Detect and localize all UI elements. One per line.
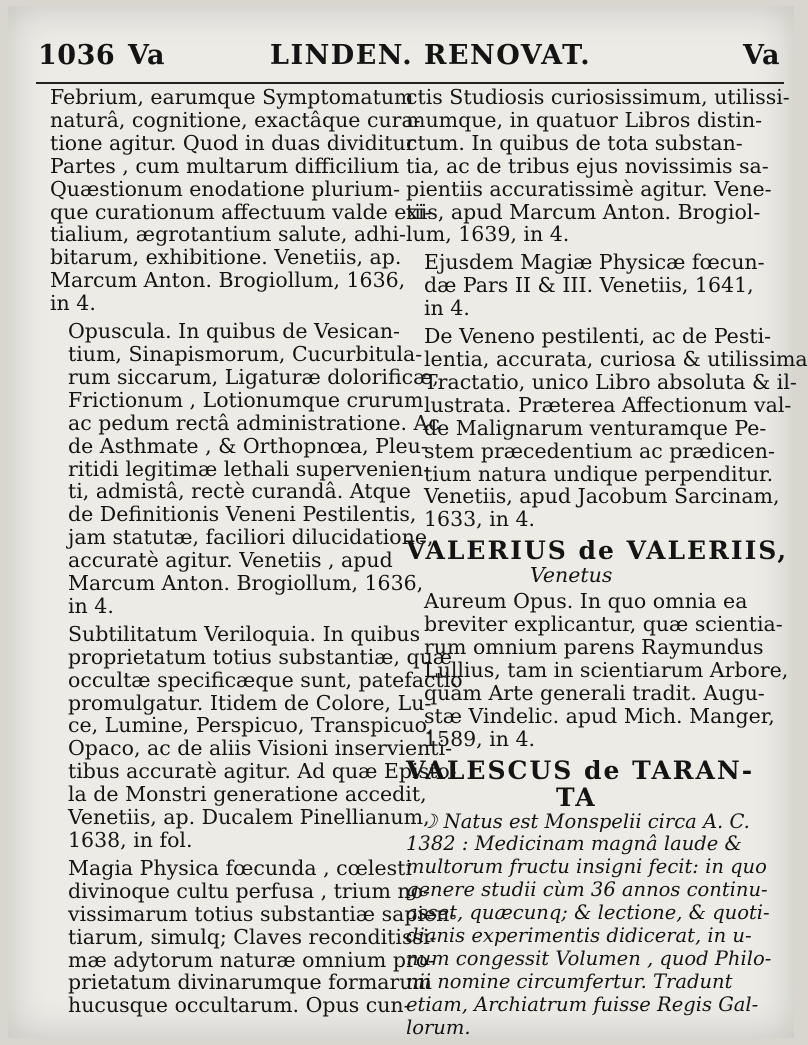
text-line: promulgatur. Itidem de Colore, Lu- xyxy=(68,690,432,715)
author-heading-line-1: VALESCUS de TARAN- xyxy=(406,755,755,785)
text-line: vissimarum totius substantiæ sapien- xyxy=(68,901,457,926)
bibliography-entry xyxy=(50,855,457,1018)
text-line: bitarum, exhibitione. Venetiis, ap. xyxy=(50,245,402,270)
bibliography-entry xyxy=(406,251,778,320)
text-line: dæ Pars II & III. Venetiis, 1641, xyxy=(424,273,754,298)
right-column-entries xyxy=(406,85,808,532)
text-line: Venetiis, apud Jacobum Sarcinam, xyxy=(424,484,780,509)
text-line: stæ Vindelic. apud Mich. Manger, xyxy=(424,703,775,728)
text-line: 1633, in 4. xyxy=(424,507,536,532)
text-line: Magia Physica fœcunda , cœlesti xyxy=(68,855,412,880)
text-line: jam statutæ, faciliori dilucidatione, xyxy=(68,525,434,550)
author-heading-valerius: VALERIUS de VALERIIS, xyxy=(406,536,789,566)
text-line: De Veneno pestilenti, ac de Pesti- xyxy=(424,324,772,349)
text-line: Ejusdem Magiæ Physicæ fœcun- xyxy=(424,250,765,275)
author-origin-venetus: Venetus xyxy=(530,563,613,588)
text-line: dianis experimentis didicerat, in u- xyxy=(406,924,752,948)
bibliography-entry xyxy=(406,324,808,532)
text-line: nii nomine circumfertur. Tradunt xyxy=(406,969,733,993)
header-rule xyxy=(36,82,784,84)
text-line: lum, 1639, in 4. xyxy=(406,222,570,247)
text-line: Opuscula. In quibus de Vesican- xyxy=(68,319,400,344)
right-catchword: Va xyxy=(743,40,780,71)
bibliography-entry xyxy=(50,85,432,316)
text-line: in 4. xyxy=(50,291,96,316)
author-heading-line-2: TA xyxy=(556,782,597,812)
text-line: 1382 : Medicinam magnâ laude & xyxy=(406,832,742,856)
text-line: multorum fructu insigni fecit: in quo xyxy=(406,855,767,879)
text-line: in 4. xyxy=(68,593,114,618)
text-line: 1589, in 4. xyxy=(424,726,536,751)
text-line: Quæstionum enodatione plurium- xyxy=(50,176,401,201)
text-line: ctum. In quibus de tota substan- xyxy=(406,130,743,155)
text-line: 1638, in fol. xyxy=(68,828,193,852)
text-line: que curationum affectuum valde exi- xyxy=(50,199,432,224)
text-line: Opaco, ac de aliis Visioni inservienti- xyxy=(68,736,453,761)
text-line: de Definitionis Veneni Pestilentis, xyxy=(68,502,417,527)
text-line: stem præcedentium ac prædicen- xyxy=(424,438,775,463)
left-catchword: Va xyxy=(128,40,165,71)
text-line: etiam, Archiatrum fuisse Regis Gal- xyxy=(406,992,759,1016)
text-line: Tractatio, unico Libro absoluta & il- xyxy=(424,369,797,394)
text-line: mumque, in quatuor Libros distin- xyxy=(406,107,763,132)
text-line: proprietatum totius substantiæ, quæ xyxy=(68,644,453,669)
text-line: in 4. xyxy=(424,296,470,321)
text-line: Subtilitatum Veriloquia. In quibus xyxy=(68,621,421,646)
text-line: Febrium, earumque Symptomatum xyxy=(50,85,414,109)
text-line: de Asthmate , & Orthopnœa, Pleu- xyxy=(68,433,428,458)
running-title: LINDEN. RENOVAT. xyxy=(270,40,592,71)
text-line: rum omnium parens Raymundus xyxy=(424,635,764,660)
entry-aureum-opus xyxy=(406,589,789,751)
page-header xyxy=(8,40,794,80)
bibliography-entry xyxy=(50,319,440,618)
text-line: Lullius, tam in scientiarum Arbore, xyxy=(424,657,789,682)
text-line: ctis Studiosis curiosissimum, utilissi- xyxy=(406,85,790,109)
text-line: hucusque occultarum. Opus cun- xyxy=(68,993,411,1018)
text-line: pientiis accuratissimè agitur. Vene- xyxy=(406,176,772,201)
text-line: lorum. xyxy=(406,1015,471,1039)
text-line: ce, Lumine, Perspicuo, Transpicuo, xyxy=(68,713,434,738)
text-line: lustrata. Præterea Affectionum val- xyxy=(424,392,792,417)
text-line: Marcum Anton. Brogiollum, 1636, xyxy=(50,268,406,293)
text-line: asset, quæcunq; & lectione, & quoti- xyxy=(406,901,770,925)
text-line: tium natura undique perpenditur. xyxy=(424,461,774,486)
text-line: lentia, accurata, curiosa & utilissima xyxy=(424,346,808,371)
text-line: Frictionum , Lotionumque crurum xyxy=(68,387,424,412)
page-number: 1036 xyxy=(38,40,116,71)
text-line: tibus accuratè agitur. Ad quæ Episto- xyxy=(68,759,457,784)
text-line: naturâ, cognitione, exactâque cura- xyxy=(50,107,421,132)
text-line: ☽ Natus est Monspelii circa A. C. xyxy=(420,809,750,833)
text-line: num congessit Volumen , quod Philo- xyxy=(406,947,772,970)
bibliography-entry xyxy=(406,85,790,247)
text-line: ritidi legitimæ lethali supervenien- xyxy=(68,456,431,481)
text-line: ac pedum rectâ administratione. Ac xyxy=(68,410,440,435)
text-line: occultæ specificæque sunt, patefactio xyxy=(68,667,463,692)
text-line: tiis, apud Marcum Anton. Brogiol- xyxy=(406,199,761,224)
text-line: breviter explicantur, quæ scientia- xyxy=(424,612,783,637)
text-line: ti, admistâ, rectè curandâ. Atque xyxy=(68,479,411,504)
author-heading-valescus xyxy=(406,757,778,811)
text-line: la de Monstri generatione accedit, xyxy=(68,782,427,807)
text-line: quàm Arte generali tradit. Augu- xyxy=(424,680,765,705)
text-line: divinoque cultu perfusa , trium no- xyxy=(68,878,430,903)
text-line: accuratè agitur. Venetiis , apud xyxy=(68,548,393,573)
text-line: Aureum Opus. In quo omnia ea xyxy=(424,589,748,614)
text-line: tia, ac de tribus ejus novissimis sa- xyxy=(406,153,769,178)
left-column xyxy=(50,85,463,1022)
text-line: Marcum Anton. Brogiollum, 1636, xyxy=(68,571,424,596)
text-line: Venetiis, ap. Ducalem Pinellianum, xyxy=(68,805,430,830)
text-line: prietatum divinarumque formarum xyxy=(68,970,432,995)
text-line: tialium, ægrotantium salute, adhi- xyxy=(50,222,406,247)
text-line: tiarum, simulq; Claves reconditissi- xyxy=(68,924,437,949)
text-line: genere studii cùm 36 annos continu- xyxy=(406,878,768,902)
text-line: mæ adytorum naturæ omnium pro- xyxy=(68,947,436,972)
text-line: tione agitur. Quod in duas dividitur xyxy=(50,130,416,155)
text-line: Partes , cum multarum difficilium xyxy=(50,153,400,178)
author-biography xyxy=(406,811,778,1040)
book-page xyxy=(8,6,808,1039)
bibliography-entry xyxy=(50,621,463,852)
right-column xyxy=(406,85,808,1040)
text-line: de Malignarum venturamque Pe- xyxy=(424,415,767,440)
text-line: rum siccarum, Ligaturæ dolorificæ, xyxy=(68,364,439,389)
text-line: tium, Sinapismorum, Cucurbitula- xyxy=(68,341,423,366)
